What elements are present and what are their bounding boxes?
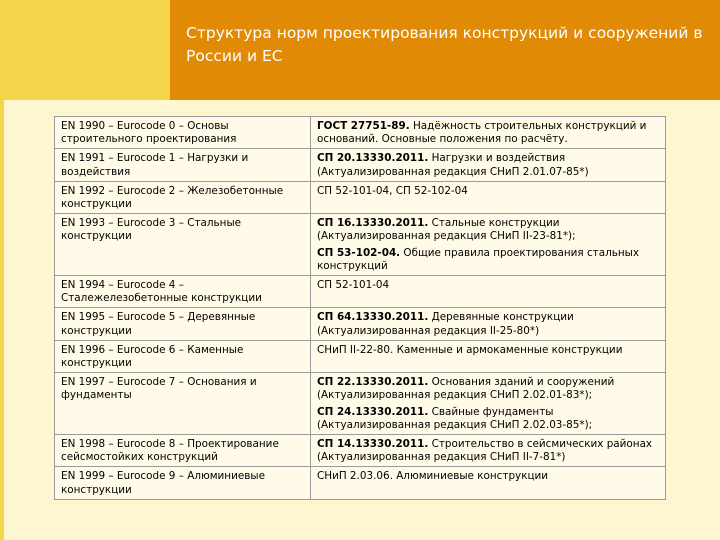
table-row <box>55 276 666 308</box>
norm-description: СП 52-101-04 <box>317 279 390 292</box>
norm-entry <box>317 120 659 146</box>
table-row <box>55 467 666 499</box>
norm-entry <box>317 438 659 464</box>
header-corner-block <box>0 0 170 100</box>
slide-title: Структура норм проектирования конструкций и сооружений в России и ЕС <box>186 24 703 65</box>
eurocode-cell: EN 1994 – Eurocode 4 – Сталежелезобетонные конструкции <box>55 276 311 308</box>
norm-code: ГОСТ 27751-89. <box>317 120 410 132</box>
norm-description: Надёжность строительных конструкций и оснований. Основные положения по расчёту. <box>317 120 647 146</box>
table-row <box>55 117 666 149</box>
table-row <box>55 181 666 213</box>
norm-description: Строительство в сейсмических районах (Актуализированная редакция СНиП II-7-81*) <box>317 438 653 464</box>
russian-norm-cell <box>311 276 666 308</box>
norm-code: СП 22.13330.2011. <box>317 376 429 389</box>
norm-description: Общие правила проектирования стальных конструкций <box>317 246 640 272</box>
left-accent-stripe <box>0 100 4 540</box>
norms-table-body <box>55 117 666 500</box>
norm-entry <box>317 344 659 357</box>
norm-description: Основания зданий и сооружений (Актуализированная редакция СНиП 2.02.01-83*); <box>317 376 615 402</box>
norm-entry <box>317 406 659 432</box>
norm-description: СП 52-101-04, СП 52-102-04 <box>317 184 468 197</box>
table-row <box>55 214 666 276</box>
norm-entry <box>317 185 659 198</box>
eurocode-cell: EN 1999 – Eurocode 9 – Алюминиевые конструкции <box>55 467 311 499</box>
eurocode-cell: EN 1996 – Eurocode 6 – Каменные конструкции <box>55 340 311 372</box>
norms-table <box>54 116 666 500</box>
norm-entry <box>317 311 659 337</box>
norm-description: Свайные фундаменты (Актуализированная редакция СНиП 2.02.03-85*); <box>317 405 593 431</box>
norm-description: СНиП 2.03.06. Алюминиевые конструкции <box>317 470 549 483</box>
norm-code: СП 53-102-04. <box>317 246 401 259</box>
norm-entry <box>317 279 659 292</box>
russian-norm-cell <box>311 149 666 181</box>
norm-entry <box>317 376 659 402</box>
norm-code: СП 20.13330.2011. <box>317 152 429 165</box>
eurocode-cell: EN 1995 – Eurocode 5 – Деревянные конструкции <box>55 308 311 340</box>
russian-norm-cell <box>311 117 666 149</box>
eurocode-cell: EN 1997 – Eurocode 7 – Основания и фундаменты <box>55 373 311 435</box>
norm-code: СП 64.13330.2011. <box>317 311 429 324</box>
eurocode-cell: EN 1991 – Eurocode 1 – Нагрузки и воздействия <box>55 149 311 181</box>
eurocode-cell: EN 1998 – Eurocode 8 – Проектирование сейсмостойких конструкций <box>55 435 311 467</box>
norm-code: СП 16.13330.2011. <box>317 217 429 230</box>
norm-entry <box>317 470 659 483</box>
table-row <box>55 149 666 181</box>
russian-norm-cell <box>311 467 666 499</box>
russian-norm-cell <box>311 308 666 340</box>
russian-norm-cell <box>311 340 666 372</box>
russian-norm-cell <box>311 181 666 213</box>
table-row <box>55 373 666 435</box>
table-row <box>55 308 666 340</box>
eurocode-cell: EN 1992 – Eurocode 2 – Железобетонные конструкции <box>55 181 311 213</box>
norm-description: СНиП II-22-80. Каменные и армокаменные конструкции <box>317 343 623 356</box>
eurocode-cell: EN 1990 – Eurocode 0 – Основы строительного проектирования <box>55 117 311 149</box>
norm-code: СП 14.13330.2011. <box>317 438 429 451</box>
norm-description: Нагрузки и воздействия (Актуализированная редакция СНиП 2.01.07-85*) <box>317 152 589 178</box>
russian-norm-cell <box>311 214 666 276</box>
table-row <box>55 340 666 372</box>
norm-entry <box>317 247 659 273</box>
norm-description: Деревянные конструкции (Актуализированная редакция II-25-80*) <box>317 311 574 337</box>
norm-entry <box>317 152 659 178</box>
table-row <box>55 435 666 467</box>
eurocode-cell: EN 1993 – Eurocode 3 – Стальные конструкции <box>55 214 311 276</box>
russian-norm-cell <box>311 435 666 467</box>
norm-description: Стальные конструкции (Актуализированная редакция СНиП II-23-81*); <box>317 217 576 243</box>
russian-norm-cell <box>311 373 666 435</box>
norm-code: СП 24.13330.2011. <box>317 405 429 418</box>
norm-entry <box>317 217 659 243</box>
